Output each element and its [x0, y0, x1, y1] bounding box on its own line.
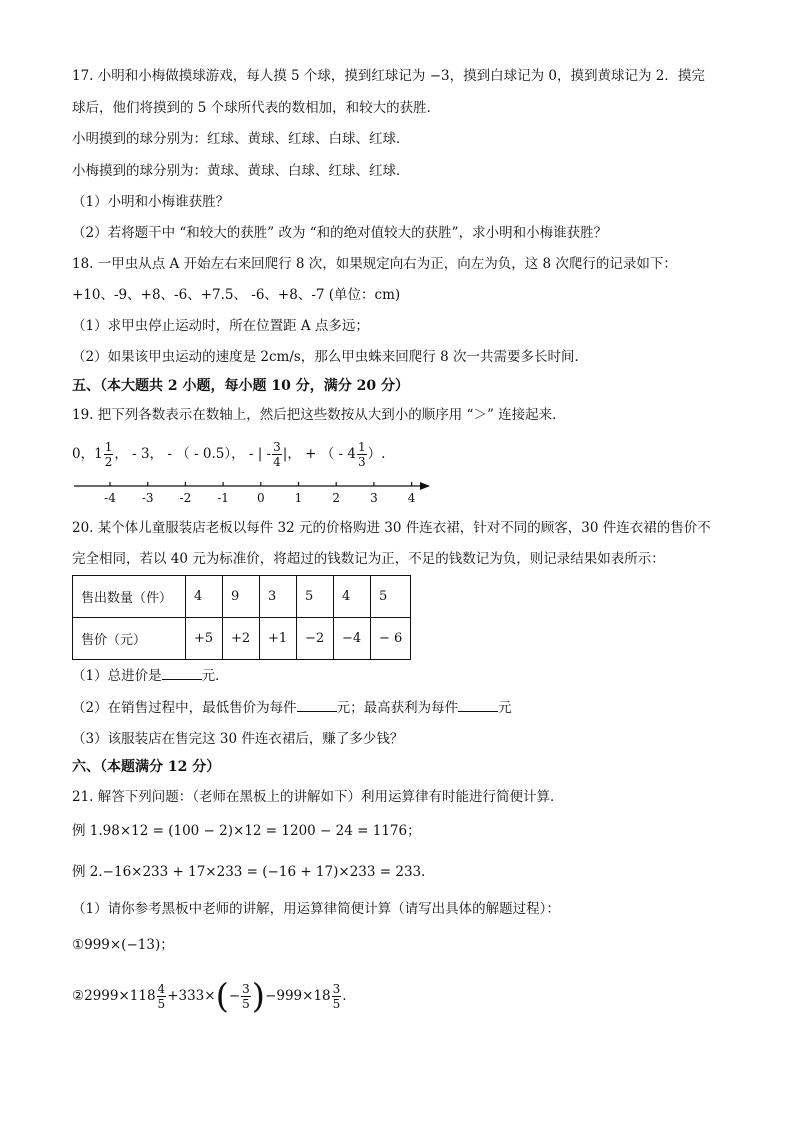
q17-line1: 17. 小明和小梅做摸球游戏，每人摸 5 个球，摸到红球记为 −3，摸到白球记为 0，摸到黄球记为 2．摸完 — [72, 68, 705, 84]
arrow-right-icon — [420, 482, 430, 490]
q20-sub2 — [72, 697, 512, 718]
fraction-one-third: $\frac{1}{3}$ — [357, 440, 366, 469]
fraction-three-fifths: $\frac{3}{5}$ — [242, 982, 250, 1011]
q20-sub2-unit: 元 — [498, 700, 512, 716]
q19-numbers-part-d: ）. — [367, 446, 386, 462]
left-paren: ( — [215, 976, 229, 1017]
q21-item1: ①999×(−13)； — [72, 937, 174, 953]
q20-line2: 完全相同，若以 40 元为标准价，将超过的钱数记为正，不足的钱数记为负，则记录结果如表所示： — [72, 551, 665, 567]
table-cell: +1 — [260, 618, 297, 660]
table-cell: − 6 — [371, 618, 411, 660]
table-cell: 4 — [334, 576, 371, 618]
q17-sub1: （1）小明和小梅谁获胜？ — [72, 194, 230, 210]
q21-item2-part-c: −999×18 — [265, 988, 331, 1004]
q20-sub1-unit: 元． — [201, 668, 229, 684]
table-row — [73, 618, 411, 660]
table-cell: −4 — [334, 618, 371, 660]
sales-table — [72, 575, 411, 660]
number-line-tick-label: -1 — [217, 491, 229, 505]
q19-numbers — [72, 436, 385, 472]
q19-numbers-part-b: ， - 3， - （ - 0.5）， - | - — [114, 446, 272, 462]
q20-line1: 20. 某个体儿童服装店老板以每件 32 元的价格购进 30 件连衣裙，针对不同的顾客，30 件连衣裙的售价不 — [72, 520, 711, 536]
fraction-four-fifths: $\frac{4}{5}$ — [157, 982, 166, 1011]
table-cell: −2 — [297, 618, 334, 660]
answer-blank[interactable] — [458, 697, 498, 712]
table-cell: +5 — [186, 618, 223, 660]
number-line — [70, 475, 440, 505]
table-cell: 9 — [223, 576, 260, 618]
number-line-tick-label: 4 — [407, 491, 416, 505]
q18-line2: +10、-9、+8、-6、+7.5、 -6、+8、-7 (单位：cm) — [72, 287, 401, 303]
q21-example1: 例 1.98×12 = (100 − 2)×12 = 1200 − 24 = 1176； — [72, 823, 421, 839]
q21-example2: 例 2.−16×233 + 17×233 = (−16 + 17)×233 = 233． — [72, 864, 435, 880]
q19-numbers-part-a: 0，1 — [72, 446, 103, 462]
q17-line3: 小明摸到的球分别为：红球、黄球、红球、白球、红球． — [72, 131, 410, 147]
answer-blank[interactable] — [297, 697, 337, 712]
q20-sub2-text: （2）在销售过程中，最低售价为每件 — [72, 700, 297, 716]
q19-line1: 19. 把下列各数表示在数轴上，然后把这些数按从大到小的顺序用 “＞” 连接起来． — [72, 407, 566, 423]
number-line-tick-label: 1 — [294, 491, 303, 505]
q18-sub2: （2）如果该甲虫运动的速度是 2cm/s，那么甲虫蛛来回爬行 8 次一共需要多长时间． — [72, 349, 588, 365]
q21-sub1: （1）请你参考黑板中老师的讲解，用运算律简便计算（请写出具体的解题过程）： — [72, 901, 560, 917]
number-line-tick-label: -3 — [141, 491, 154, 505]
number-line-tick-label: 0 — [256, 491, 265, 505]
q21-line1: 21. 解答下列问题：（老师在黑板上的讲解如下）利用运算律有时能进行简便计算． — [72, 789, 564, 805]
fraction-three-fifths: $\frac{3}{5}$ — [332, 982, 341, 1011]
q21-item2-part-a: ②2999×118 — [72, 988, 156, 1004]
q21-item2 — [72, 974, 347, 1018]
table-cell: +2 — [223, 618, 260, 660]
q20-sub1-text: （1）总进价是 — [72, 668, 162, 684]
q17-line4: 小梅摸到的球分别为：黄球、黄球、白球、红球、红球． — [72, 163, 410, 179]
q20-sub2-text-b: 元；最高获利为每件 — [336, 700, 459, 716]
table-cell: 3 — [260, 576, 297, 618]
answer-blank[interactable] — [162, 665, 202, 680]
q18-sub1: （1）求甲虫停止运动时，所在位置距 A 点多远； — [72, 318, 369, 334]
q17-sub2: （2）若将题干中 “和较大的获胜” 改为 “和的绝对值较大的获胜”，求小明和小梅谁获胜？ — [72, 225, 608, 241]
number-line-tick-label: -4 — [104, 491, 116, 505]
fraction-one-half: $\frac{1}{2}$ — [104, 440, 113, 469]
right-paren: ) — [251, 976, 266, 1017]
q18-line1: 18. 一甲虫从点 A 开始左右来回爬行 8 次，如果规定向右为正，向左为负，这 8 次爬行的记录如下： — [72, 256, 677, 272]
section6-heading: 六、（本题满分 12 分） — [72, 759, 221, 775]
q20-sub3: （3）该服装店在售完这 30 件连衣裙后，赚了多少钱？ — [72, 731, 404, 747]
number-line-tick-label: -2 — [179, 491, 192, 505]
q21-item2-minus: − — [228, 988, 241, 1004]
table-row-header: 售价（元） — [73, 618, 186, 660]
q17-line2: 球后，他们将摸到的 5 个球所代表的数相加，和较大的获胜． — [72, 100, 441, 116]
section5-heading: 五、（本大题共 2 小题，每小题 10 分，满分 20 分） — [72, 378, 409, 394]
q21-item2-part-b: +333× — [167, 988, 216, 1004]
fraction-three-quarters: $\frac{3}{4}$ — [273, 440, 281, 469]
table-cell: 5 — [297, 576, 334, 618]
table-row — [73, 576, 411, 618]
table-cell: 5 — [371, 576, 411, 618]
number-line-tick-label: 2 — [332, 491, 341, 505]
q19-numbers-part-c: |， + （ - 4 — [282, 446, 356, 462]
table-cell: 4 — [186, 576, 223, 618]
q20-sub1 — [72, 665, 229, 686]
q21-item2-part-d: . — [342, 988, 347, 1004]
table-row-header: 售出数量（件） — [73, 576, 186, 618]
number-line-tick-label: 3 — [370, 491, 378, 505]
